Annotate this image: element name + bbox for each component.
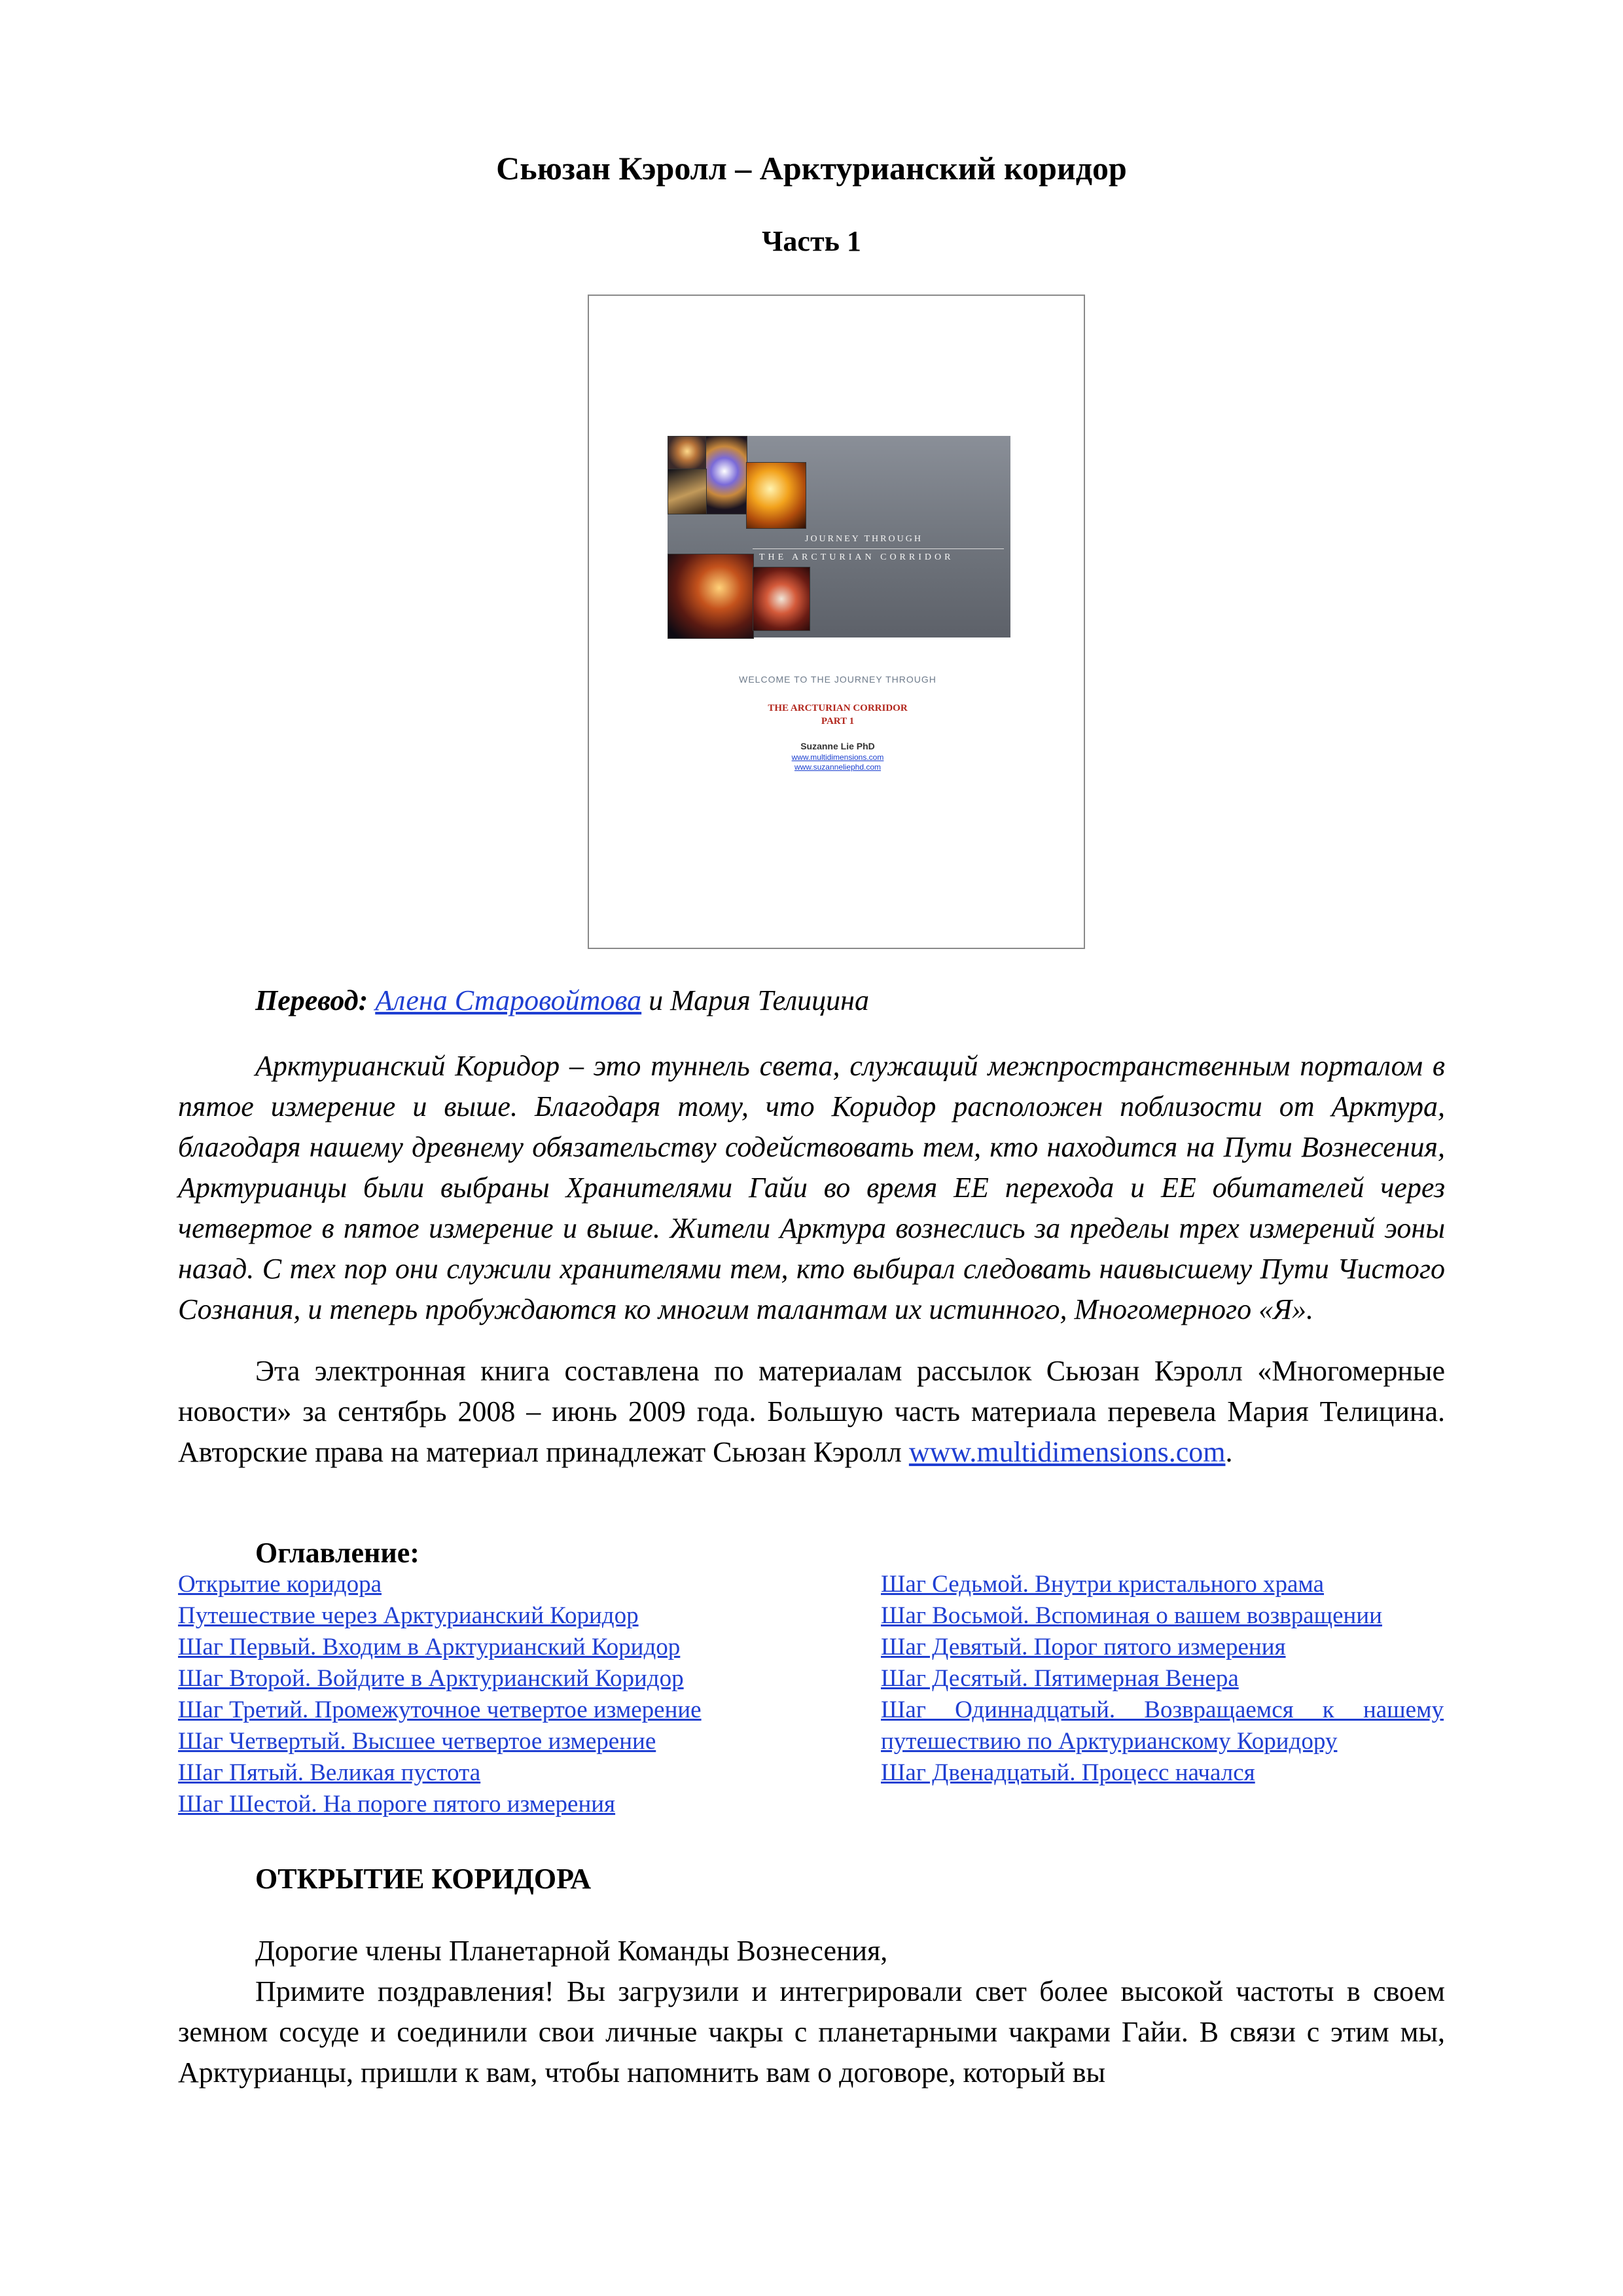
cover-photo-3 <box>668 469 707 514</box>
translator-link[interactable]: Алена Старовойтова <box>375 984 642 1016</box>
source-paragraph-text: Эта электронная книга составлена по материалам рассылок Сьюзан Кэролл «Многомерные новости» за сентябрь 2008 – июнь 2009 года. Большую часть материала перевела Мария Телицина. Авторские права на материал принадлежат Сьюзан Кэролл <box>178 1355 1445 1468</box>
cover-banner <box>668 436 1010 637</box>
cover-link-1: www.multidimensions.com <box>791 753 884 762</box>
cover-photo-sun <box>746 462 806 529</box>
toc-link[interactable]: Шаг Третий. Промежуточное четвертое измерение <box>178 1696 702 1723</box>
toc-link[interactable]: Открытие коридора <box>178 1571 382 1598</box>
multidimensions-link[interactable]: www.multidimensions.com <box>908 1436 1226 1468</box>
toc-right-column <box>881 1569 1444 1789</box>
cover-banner-line2: THE ARCTURIAN CORRIDOR <box>759 552 954 562</box>
toc-link[interactable]: Шаг Шестой. На пороге пятого измерения <box>178 1791 616 1818</box>
translators-line <box>255 980 869 1021</box>
document-subtitle: Часть 1 <box>762 225 861 257</box>
cover-title-line2: PART 1 <box>821 716 855 726</box>
cover-divider <box>753 548 1004 549</box>
toc-link[interactable]: Шаг Десятый. Пятимерная Венера <box>881 1665 1239 1692</box>
toc-link[interactable]: Шаг Девятый. Порог пятого измерения <box>881 1634 1286 1660</box>
toc-heading: Оглавление: <box>255 1537 419 1569</box>
toc-link[interactable]: Путешествие через Арктурианский Коридор <box>178 1602 639 1629</box>
section-heading: ОТКРЫТИЕ КОРИДОРА <box>255 1863 592 1895</box>
section-body: Примите поздравления! Вы загрузили и интегрировали свет более высокой частоты в своем земном сосуде и соединили свои личные чакры с планетарными чакрами Гайи. В связи с этим мы, Арктурианцы, пришли к вам, чтобы напомнить вам о договоре, который вы <box>178 1975 1445 2089</box>
source-paragraph-end: . <box>1225 1436 1233 1468</box>
translators-conj: и <box>641 984 671 1016</box>
cover-photo-2 <box>705 436 747 514</box>
source-paragraph <box>178 1351 1445 1473</box>
toc-link[interactable]: Шаг Двенадцатый. Процесс начался <box>881 1759 1255 1786</box>
cover-author: Suzanne Lie PhD <box>800 741 875 751</box>
toc-link[interactable]: Шаг Четвертый. Высшее четвертое измерение <box>178 1728 656 1755</box>
document-title: Сьюзан Кэролл – Арктурианский коридор <box>496 150 1127 187</box>
translators-label: Перевод: <box>255 984 368 1016</box>
translator-name-2: Мария Телицина <box>670 984 869 1016</box>
book-cover-image <box>588 295 1085 949</box>
cover-photo-1 <box>668 436 707 470</box>
toc-link[interactable]: Шаг Седьмой. Внутри кристального храма <box>881 1571 1325 1598</box>
cover-link-2: www.suzanneliephd.com <box>794 762 882 772</box>
toc-link[interactable]: Шаг Второй. Войдите в Арктурианский Коридор <box>178 1665 684 1692</box>
cover-photo-galaxy <box>668 554 754 639</box>
cover-banner-line1: JOURNEY THROUGH <box>805 534 923 544</box>
toc-link[interactable]: Шаг Восьмой. Вспоминая о вашем возвращении <box>881 1602 1382 1629</box>
cover-title-line1: THE ARCTURIAN CORRIDOR <box>768 703 908 713</box>
section-greeting: Дорогие члены Планетарной Команды Вознесения, <box>255 1935 888 1967</box>
cover-welcome: WELCOME TO THE JOURNEY THROUGH <box>739 674 936 685</box>
intro-paragraph: Арктурианский Коридор – это туннель света, служащий межпространственным порталом в пятое измерение и выше. Благодаря тому, что Коридор расположен поблизости от Арктура, благодаря нашему древнему обязательству содействовать тем, кто находится на Пути Вознесения, Арктурианцы были выбраны Хранителями Гайи во время ЕЕ перехода и ЕЕ обитателей через четвертое в пятое измерение и выше. Жители Арктура вознеслись за пределы трех измерений эоны назад. С тех пор они служили хранителями тем, кто выбирал следовать наивысшему Пути Чистого Сознания, и теперь пробуждаются ко многим талантам их истинного, Многомерного «Я». <box>178 1050 1445 1325</box>
cover-photo-6 <box>753 567 810 631</box>
toc-left-column <box>178 1569 793 1820</box>
toc-link[interactable]: Шаг Первый. Входим в Арктурианский Коридор <box>178 1634 681 1660</box>
toc-link[interactable]: Шаг Пятый. Великая пустота <box>178 1759 481 1786</box>
toc-link[interactable]: Шаг Одиннадцатый. Возвращаемся к нашему путешествию по Арктурианскому Коридору <box>881 1696 1444 1755</box>
